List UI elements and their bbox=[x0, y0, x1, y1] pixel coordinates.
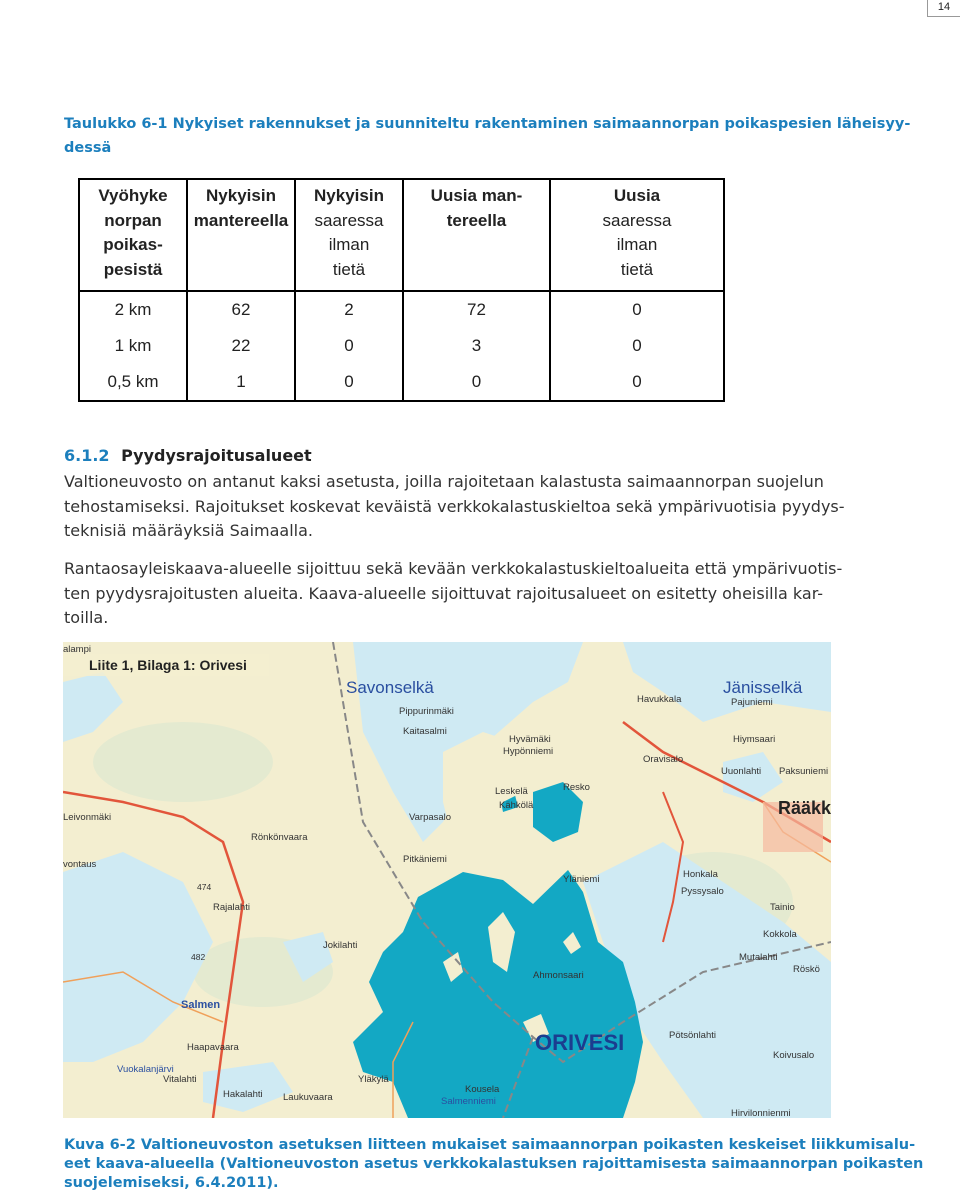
map-place-label: alampi bbox=[63, 644, 91, 655]
map-place-label: Hyvämäki bbox=[509, 734, 551, 745]
table-header-zone bbox=[79, 179, 187, 291]
restriction-area-map bbox=[63, 642, 831, 1118]
header-line: tietä bbox=[620, 259, 654, 279]
table-cell: 0,5 km bbox=[79, 364, 187, 401]
paragraph-line: teknisiä määräyksiä Saimaalla. bbox=[64, 521, 314, 540]
map-place-label: Uuonlahti bbox=[721, 766, 762, 777]
table-caption-line-2: dessä bbox=[64, 140, 112, 156]
table-cell: 72 bbox=[403, 291, 550, 328]
map-place-label: Hakalahti bbox=[223, 1089, 263, 1100]
section-number: 6.1.2 bbox=[64, 446, 110, 465]
map-place-label: Salmen bbox=[181, 999, 221, 1011]
table-cell: 22 bbox=[187, 328, 295, 364]
header-line: Uusia bbox=[613, 186, 661, 205]
table-cell: 0 bbox=[295, 364, 403, 401]
table-cell: 1 bbox=[187, 364, 295, 401]
paragraph-line: Valtioneuvosto on antanut kaksi asetusta, joilla rajoitetaan kalastusta saimaannorpan suojelun bbox=[64, 472, 824, 491]
map-place-label: Leivonmäki bbox=[63, 812, 112, 823]
map-label-raakk: Rääkk bbox=[778, 798, 831, 818]
paragraph-2 bbox=[64, 557, 940, 631]
header-line: ilman bbox=[328, 235, 370, 254]
map-place-label: Vitalahti bbox=[163, 1074, 197, 1085]
table-cell: 0 bbox=[550, 364, 724, 401]
map-label-savonselka: Savonselkä bbox=[346, 678, 434, 697]
map-place-label: Koivusalo bbox=[773, 1050, 815, 1061]
header-line: Vyöhyke bbox=[98, 186, 168, 205]
page-number: 14 bbox=[927, 0, 960, 17]
paragraph-line: tehostamiseksi. Rajoitukset koskevat keväistä verkkokalastuskieltoa sekä ympärivuotisia pyydys- bbox=[64, 496, 845, 516]
header-line: norpan bbox=[104, 210, 162, 230]
map-place-label: Pyssysalo bbox=[681, 886, 724, 897]
map-place-label: Hirvilonnienmi bbox=[731, 1108, 791, 1118]
table-cell: 0 bbox=[403, 364, 550, 401]
table-row bbox=[79, 328, 724, 364]
table-cell: 0 bbox=[550, 291, 724, 328]
figure-caption bbox=[64, 1136, 954, 1193]
map-place-label: vontaus bbox=[63, 859, 97, 870]
header-line: poikas- bbox=[103, 235, 163, 254]
header-line: pesistä bbox=[103, 259, 163, 279]
header-line: saaressa bbox=[602, 210, 672, 230]
table-header-current-island bbox=[295, 179, 403, 291]
map-place-label: Honkala bbox=[683, 869, 718, 880]
map-place-label: Jokilahti bbox=[323, 940, 358, 951]
map-place-label: Kousela bbox=[465, 1084, 500, 1095]
table-row bbox=[79, 291, 724, 328]
table-header-row bbox=[79, 179, 724, 291]
map-place-label: Mutalahti bbox=[739, 952, 778, 963]
map-place-label: Salmenniemi bbox=[441, 1096, 496, 1107]
map-place-label: Resko bbox=[563, 782, 590, 793]
map-place-label: Paksuniemi bbox=[779, 766, 829, 777]
map-place-label: Pötsönlahti bbox=[669, 1030, 717, 1041]
map-place-label: Yläniemi bbox=[563, 874, 600, 885]
map-place-label: Oravisalo bbox=[643, 754, 684, 765]
map-place-label: Vuokalanjärvi bbox=[117, 1064, 174, 1075]
map-title: Liite 1, Bilaga 1: Orivesi bbox=[89, 657, 247, 673]
map-place-label: Laukuvaara bbox=[283, 1092, 333, 1103]
map-place-label: Rönkönvaara bbox=[251, 832, 308, 843]
table-header-current-mainland bbox=[187, 179, 295, 291]
header-line: tereella bbox=[446, 210, 507, 230]
table-row bbox=[79, 364, 724, 401]
header-line: saaressa bbox=[314, 210, 384, 230]
map-route-number: 482 bbox=[191, 952, 206, 962]
table-cell: 0 bbox=[295, 328, 403, 364]
figure-caption-line: Kuva 6-2 Valtioneuvoston asetuksen liitteen mukaiset saimaannorpan poikasten keskeiset liikkumisalu- bbox=[64, 1137, 916, 1153]
map-place-label: Pitkäniemi bbox=[403, 854, 447, 865]
header-line: mantereella bbox=[193, 210, 289, 230]
table-cell: 2 km bbox=[79, 291, 187, 328]
paragraph-line: Rantaosayleiskaava-alueelle sijoittuu sekä kevään verkkokalastuskieltoalueita että ympärivuotis- bbox=[64, 559, 843, 578]
map-route-number: 474 bbox=[197, 882, 212, 892]
figure-caption-line: eet kaava-alueella (Valtioneuvoston asetus verkkokalastuksen rajoittamisesta saimaannorpan poikasten bbox=[64, 1156, 924, 1172]
table-cell: 62 bbox=[187, 291, 295, 328]
header-line: Nykyisin bbox=[206, 186, 276, 205]
map-place-label: Hiymsaari bbox=[733, 734, 776, 745]
paragraph-line: ten pyydysrajoitusten alueita. Kaava-alueelle sijoittuvat rajoitusalueet on esitetty oheisilla kar- bbox=[64, 583, 824, 603]
table-cell: 0 bbox=[550, 328, 724, 364]
header-line: tietä bbox=[332, 259, 366, 279]
paragraph-1 bbox=[64, 470, 940, 544]
buildings-table bbox=[78, 178, 725, 402]
map-place-label: Tainio bbox=[770, 902, 795, 913]
map-place-label: Röskö bbox=[793, 964, 820, 975]
header-line: Uusia man- bbox=[430, 186, 523, 205]
map-place-label: Kokkola bbox=[763, 929, 797, 940]
map-place-label: Kähkölä bbox=[499, 800, 534, 811]
section-title: Pyydysrajoitusalueet bbox=[121, 446, 312, 465]
header-line: Nykyisin bbox=[314, 186, 384, 205]
table-header-new-island bbox=[550, 179, 724, 291]
map-place-label: Yläkylä bbox=[358, 1074, 389, 1085]
map-place-label: Leskelä bbox=[495, 786, 528, 797]
map-place-label: Hypönniemi bbox=[503, 746, 554, 757]
figure-caption-line: suojelemiseksi, 6.4.2011). bbox=[64, 1175, 279, 1191]
map-place-label: Pippurinmäki bbox=[399, 706, 454, 717]
map-place-label: Ahmonsaari bbox=[533, 970, 584, 981]
map-place-label: Varpasalo bbox=[409, 812, 452, 823]
map-label-janisselka: Jänisselkä bbox=[723, 678, 803, 697]
table-header-new-mainland bbox=[403, 179, 550, 291]
section-heading bbox=[64, 446, 312, 465]
table-cell: 2 bbox=[295, 291, 403, 328]
map-place-label: Rajalahti bbox=[213, 902, 250, 913]
map-label-orivesi: ORIVESI bbox=[535, 1030, 625, 1055]
table-caption-line-1: Taulukko 6-1 Nykyiset rakennukset ja suunniteltu rakentaminen saimaannorpan poikaspesien läheisyy- bbox=[64, 116, 911, 132]
paragraph-line: toilla. bbox=[64, 608, 109, 627]
table-cell: 3 bbox=[403, 328, 550, 364]
map-place-label: Pajuniemi bbox=[731, 697, 773, 708]
map-place-label: Kaitasalmi bbox=[403, 726, 447, 737]
header-line: ilman bbox=[616, 235, 658, 254]
map-place-label: Haapavaara bbox=[187, 1042, 239, 1053]
table-cell: 1 km bbox=[79, 328, 187, 364]
map-place-label: Havukkala bbox=[637, 694, 682, 705]
